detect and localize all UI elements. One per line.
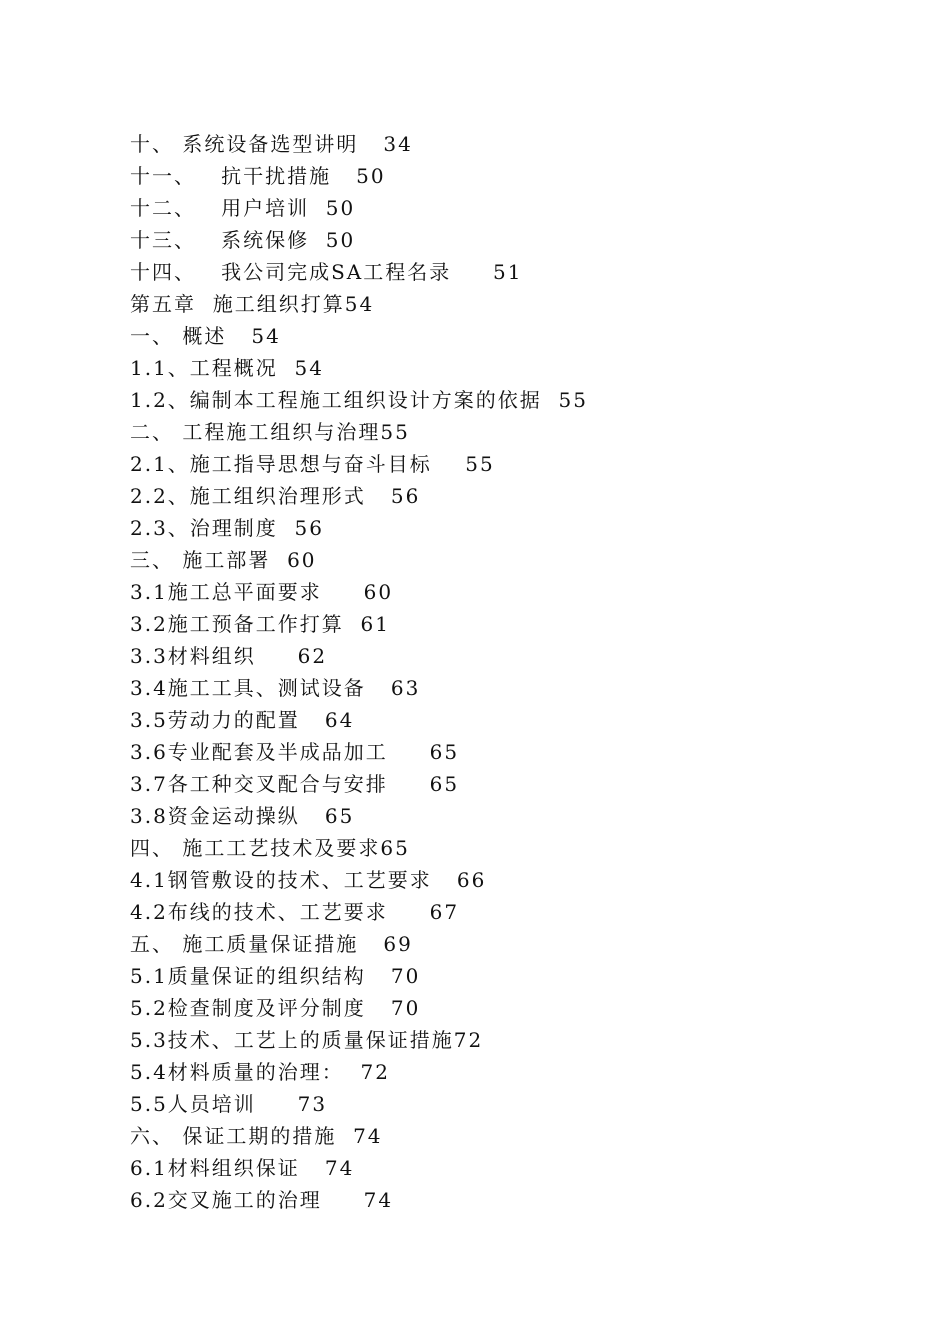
toc-entry: 二、 工程施工组织与治理55 <box>130 420 410 444</box>
toc-entry: 3.8资金运动操纵 65 <box>130 804 355 828</box>
toc-entry: 5.2检查制度及评分制度 70 <box>130 996 421 1020</box>
toc-entry: 三、 施工部署 60 <box>130 548 317 572</box>
toc-entry: 六、 保证工期的措施 74 <box>130 1124 383 1148</box>
toc-entry: 十三、 系统保修 50 <box>130 228 356 252</box>
toc-entry: 3.6专业配套及半成品加工 65 <box>130 740 460 764</box>
toc-entry: 十四、 我公司完成SA工程名录 51 <box>130 260 523 284</box>
toc-chapter-heading: 第五章 施工组织打算54 <box>130 292 375 316</box>
toc-entry: 4.1钢管敷设的技术、工艺要求 66 <box>130 868 487 892</box>
toc-entry: 3.7各工种交叉配合与安排 65 <box>130 772 460 796</box>
toc-entry: 5.1质量保证的组织结构 70 <box>130 964 421 988</box>
toc-entry: 四、 施工工艺技术及要求65 <box>130 836 410 860</box>
toc-entry: 3.2施工预备工作打算 61 <box>130 612 390 636</box>
toc-entry: 3.5劳动力的配置 64 <box>130 708 355 732</box>
toc-entry: 一、 概述 54 <box>130 324 281 348</box>
toc-entry: 6.1材料组织保证 74 <box>130 1156 355 1180</box>
toc-entry: 1.1、工程概况 54 <box>130 356 324 380</box>
toc-entry: 5.3技术、工艺上的质量保证措施72 <box>130 1028 484 1052</box>
toc-entry: 4.2布线的技术、工艺要求 67 <box>130 900 460 924</box>
toc-entry: 2.1、施工指导思想与奋斗目标 55 <box>130 452 495 476</box>
toc-entry: 5.5人员培训 73 <box>130 1092 328 1116</box>
toc-entry: 2.3、治理制度 56 <box>130 516 324 540</box>
toc-entry: 1.2、编制本工程施工组织设计方案的依据 55 <box>130 388 588 412</box>
toc-entry: 十一、 抗干扰措施 50 <box>130 164 386 188</box>
toc-entry: 3.1施工总平面要求 60 <box>130 580 394 604</box>
table-of-contents <box>130 128 890 1216</box>
toc-entry: 3.3材料组织 62 <box>130 644 328 668</box>
toc-entry: 十二、 用户培训 50 <box>130 196 356 220</box>
toc-entry: 3.4施工工具、测试设备 63 <box>130 676 421 700</box>
toc-entry: 十、 系统设备选型讲明 34 <box>130 132 413 156</box>
toc-entry: 2.2、施工组织治理形式 56 <box>130 484 421 508</box>
toc-entry: 五、 施工质量保证措施 69 <box>130 932 413 956</box>
toc-entry: 5.4材料质量的治理： 72 <box>130 1060 390 1084</box>
toc-entry: 6.2交叉施工的治理 74 <box>130 1188 394 1212</box>
